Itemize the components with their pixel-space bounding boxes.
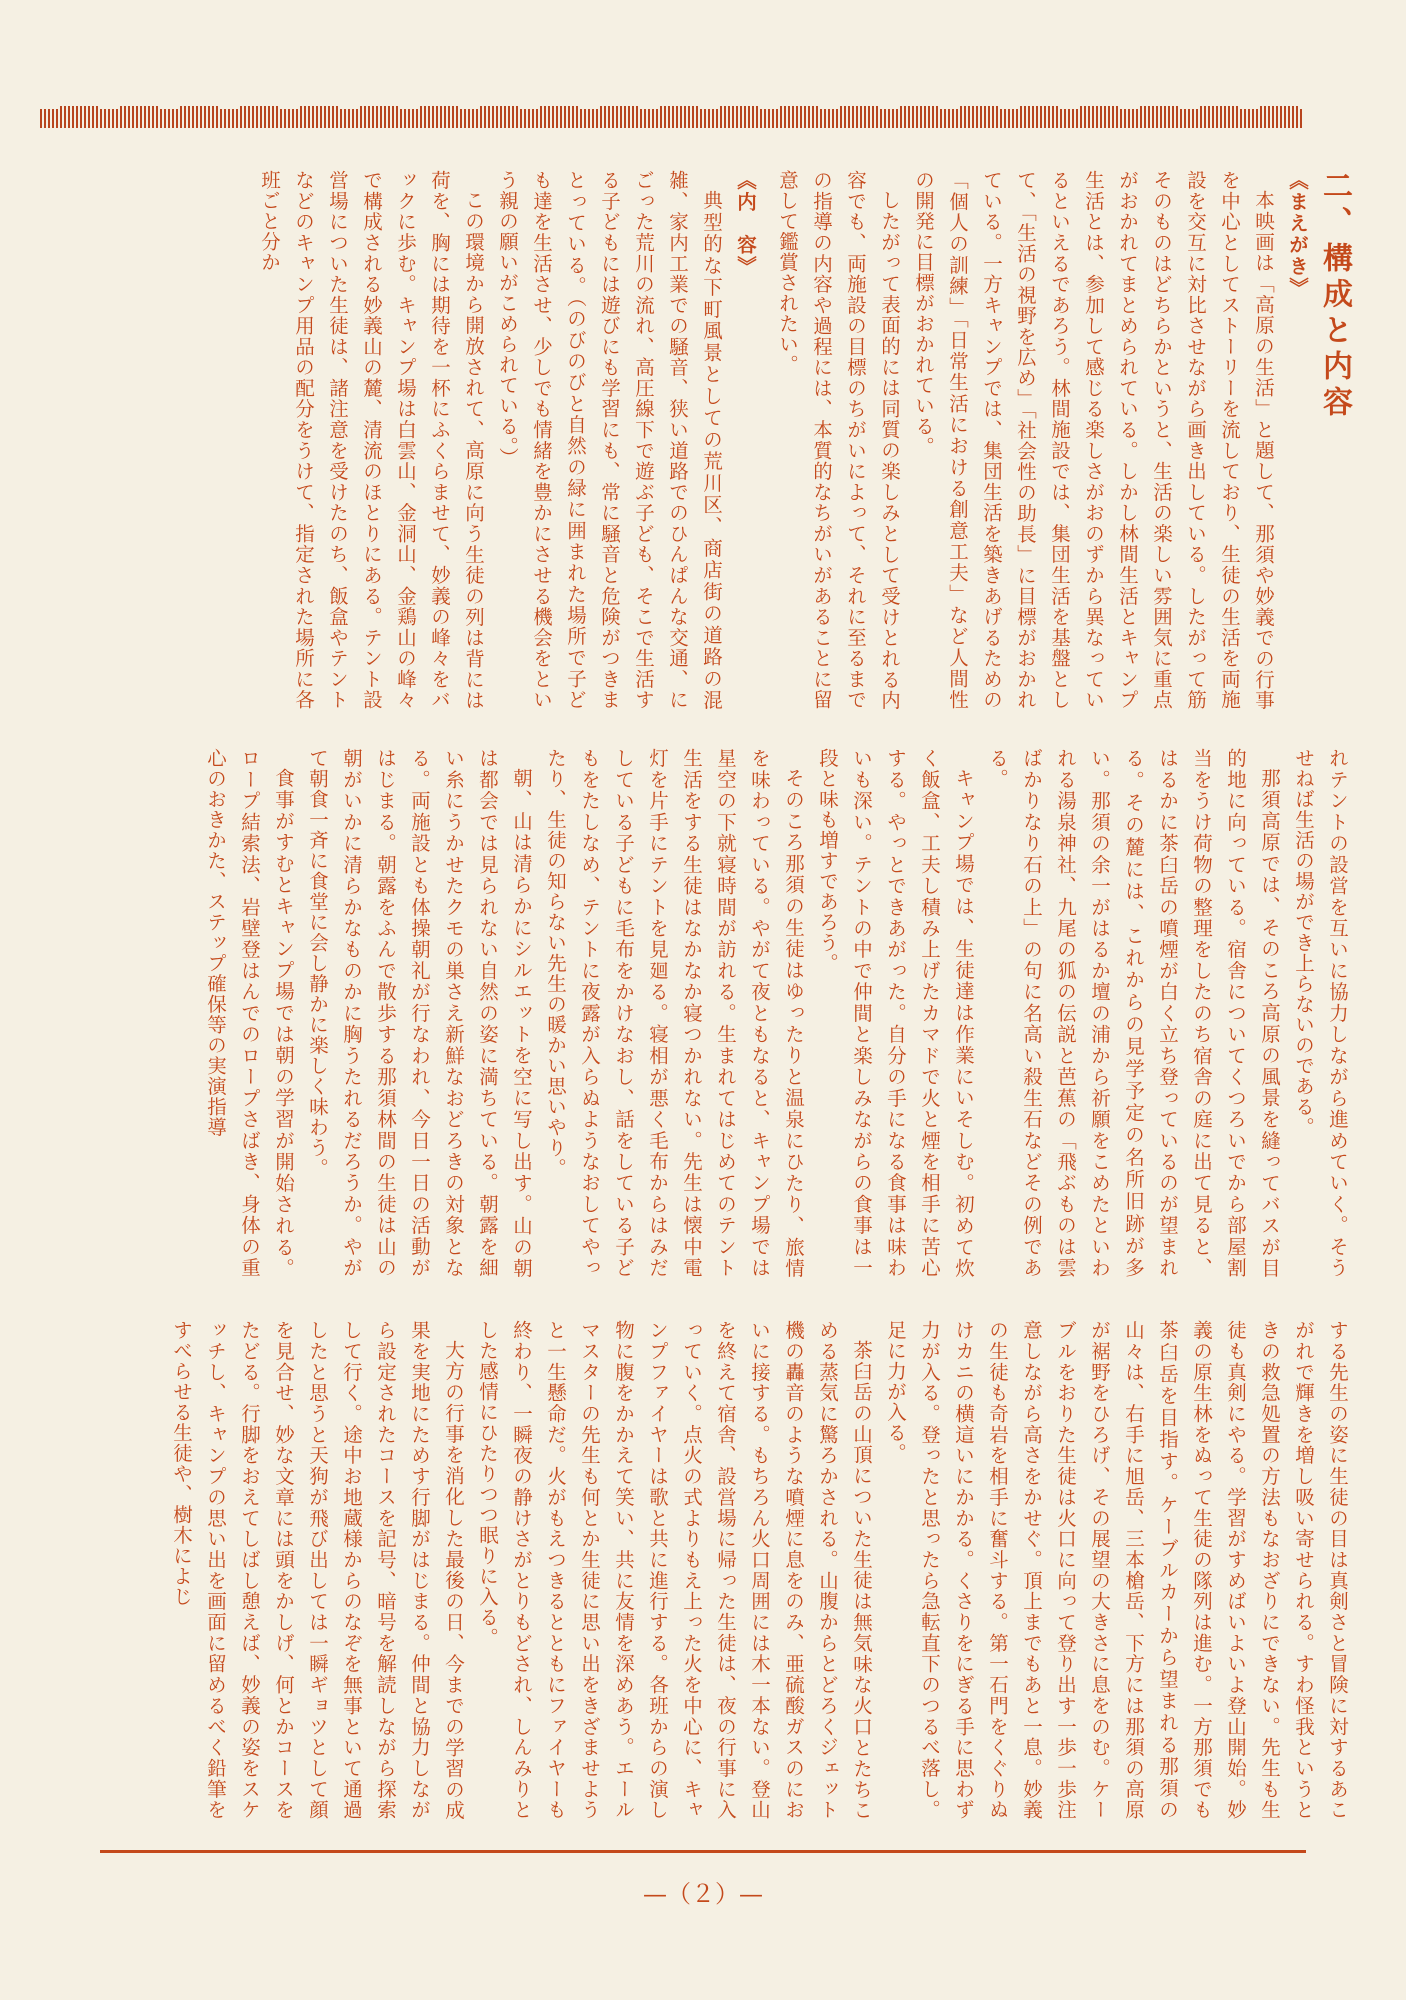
content-paragraph-2: この環境から開放されて、高原に向う生徒の列は背には荷を、胸には期待を一杯にふくらませて、妙義の峰々をバックに歩む。キャンプ場は白雲山、金洞山、金鶏山の峰々で構成される妙義山の麓、清流のほとりにある。テント設営場についた生徒は、諸注意を受けたのち、飯盒やテントなどのキャンプ用品の配分をうけて、指定された場所に各班ごと分か bbox=[258, 170, 485, 710]
page-number: —（２）— bbox=[643, 1880, 763, 1908]
section-title: 二、構成と内容 bbox=[1317, 170, 1352, 422]
lower-paragraph-1: する先生の姿に生徒の目は真剣さと冒険に対するあこがれで輝きを増し吸い寄せられる。すわ怪我というときの救急処置の方法もなおざりにできない。先生も生徒も真剣にやる。学習がすめばいよいよ登山開始。妙義の原生林をぬって生徒の隊列は進む。一方那須でも茶臼岳を目指す。ケーブルカーから望まれる那須の山々は、右手に旭岳、三本槍岳、下方には那須の高原が裾野をひろげ、その展望の大きさに息をのむ。ケーブルをおりた生徒は火口に向って登り出す一歩一歩注意しながら高さをかせぐ。頂上までもあと一息。妙義の生徒も奇岩を相手に奮斗する。第一石門をくぐりぬけカニの横這いにかかる。くさりをにぎる手に思わず力が入る。登ったと思ったら急転直下のつるべ落し。足に力が入る。 bbox=[884, 1320, 1349, 1820]
middle-paragraph-2: 那須高原では、そのころ高原の風景を縫ってバスが目的地に向っている。宿舎についてくつろいでから部屋割当をうけ荷物の整理をしたのち宿舎の庭に出て見ると、はるかに茶臼岳の噴煙が白く立ち登っているのが望まれる。その麓には、これからの見学予定の名所旧跡が多い。那須の余一がはるか壇の浦から祈願をこめたといわれる湯泉神社、九尾の狐の伝説と芭蕉の「飛ぶものは雲ばかりなり石の上」の句に名高い殺生石などその例である。 bbox=[986, 748, 1281, 1278]
decorative-top-border bbox=[40, 106, 1302, 128]
content-heading: 《内 容》 bbox=[734, 170, 757, 278]
lower-paragraph-3: 大方の行事を消化した最後の日、今までの学習の成果を実地にためす行脚がはじまる。仲間と協力しながら設定されたコースを記号、暗号を解読しながら探索して行く。途中お地蔵様からのなぞを無事といて通過したと思うと天狗が飛び出しては一瞬ギョツとして顔を見合せ、妙な文章には頭をかしげ、何とかコースをたどる。行脚をおえてしばし憩えば、妙義の姿をスケッチし、キャンプの思い出を画面に留めるべく鉛筆をすべらせる生徒や、樹木によじ bbox=[170, 1320, 465, 1820]
middle-paragraph-5: 朝、山は清らかにシルエットを空に写し出す。山の朝は都会では見られない自然の姿に満ちている。朝露を細い糸にうかせたクモの巣さえ新鮮なおどろきの対象となる。両施設とも体操朝礼が行なわれ、今日一日の活動がはじまる。朝露をふんで散歩する那須林間の生徒は山の朝がいかに清らかなものかに胸うたれるだろうか。やがて朝食一斉に食堂に会し静かに楽しく味わう。 bbox=[306, 748, 533, 1278]
middle-paragraph-4: そのころ那須の生徒はゆったりと温泉にひたり、旅情を味わっている。やがて夜ともなると、キャンプ場では星空の下就寝時間が訪れる。生まれてはじめてのテント生活をする生徒はなかなか寝つかれない。先生は懐中電灯を片手にテントを見廻る。寝相が悪く毛布からはみだしている子どもに毛布をかけなおし、話をしている子どもをたしなめ、テントに夜露が入らぬようなおしてやったり、生徒の知らない先生の暖かい思いやり。 bbox=[544, 748, 805, 1278]
intro-heading: 《まえがき》 bbox=[1286, 170, 1309, 299]
middle-paragraph-1: れテントの設営を互いに協力しながら進めていく。そうせねば生活の場ができ上らないのである。 bbox=[1292, 748, 1349, 1278]
middle-text-band bbox=[104, 748, 1354, 1278]
intro-paragraph-1: 本映画は「高原の生活」と題して、那須や妙義での行事を中心としてストーリーを流しており、生徒の生活を両施設を交互に対比させながら画き出している。したがって筋そのものはどちらかというと、生活の楽しい雰囲気に重点がおかれてまとめられている。しかし林間生活とキャンプ生活とは、参加して感じる楽しさがおのずから異なっているといえるであろう。林間施設では、集団生活を基盤として、「生活の視野を広め」「社会性の助長」に目標がおかれている。一方キャンプでは、集団生活を築きあげるための「個人の訓練」「日常生活における創意工夫」など人間性の開発に目標がおかれている。 bbox=[912, 170, 1275, 710]
intro-paragraph-2: したがって表面的には同質の楽しみとして受けとれる内容でも、両施設の目標のちがいによって、それに至るまでの指導の内容や過程には、本質的なちがいがあることに留意して鑑賞されたい。 bbox=[776, 170, 901, 710]
bottom-rule bbox=[100, 1850, 1306, 1853]
lower-text-band bbox=[104, 1320, 1354, 1820]
middle-paragraph-6: 食事がすむとキャンプ場では朝の学習が開始される。ロープ結索法、岩壁登はんでのロープさばき、身体の重心のおきかた、ステップ確保等の実演指導 bbox=[204, 748, 295, 1278]
lower-paragraph-2: 茶臼岳の山頂についた生徒は無気味な火口とたちこめる蒸気に驚ろかされる。山腹からとどろくジェット機の轟音のような噴煙に息をのみ、亜硫酸ガスのにおいに接する。もちろん火口周囲には木一本ない。登山を終えて宿舎、設営場に帰った生徒は、夜の行事に入っていく。点火の式よりもえ上った火を中心に、キャンプファイヤーは歌と共に進行する。各班からの演し物に腹をかかえて笑い、共に友情を深めあう。エールマスターの先生も何とか生徒に思い出をきざませようと一生懸命だ。火がもえつきるとともにファイヤーも終わり、一瞬夜の静けさがとりもどされ、しんみりとした感情にひたりつつ眠りに入る。 bbox=[476, 1320, 873, 1820]
upper-text-band bbox=[104, 170, 1354, 710]
content-paragraph-1: 典型的な下町風景としての荒川区、商店街の道路の混雑、家内工業での騒音、狭い道路でのひんぱんな交通、にごった荒川の流れ、高圧線下で遊ぶ子ども、そこで生活する子どもには遊びにも学習にも、常に騒音と危険がつきまとっている。（のびのびと自然の緑に囲まれた場所で子ども達を生活させ、少しでも情緒を豊かにさせる機会をという親の願いがこめられている。） bbox=[496, 170, 723, 710]
middle-paragraph-3: キャンプ場では、生徒達は作業にいそしむ。初めて炊く飯盒、工夫し積み上げたカマドで火と煙を相手に苦心する。やっとできあがった。自分の手になる食事は味わいも深い。テントの中で仲間と楽しみながらの食事は一段と味も増すであろう。 bbox=[816, 748, 975, 1278]
